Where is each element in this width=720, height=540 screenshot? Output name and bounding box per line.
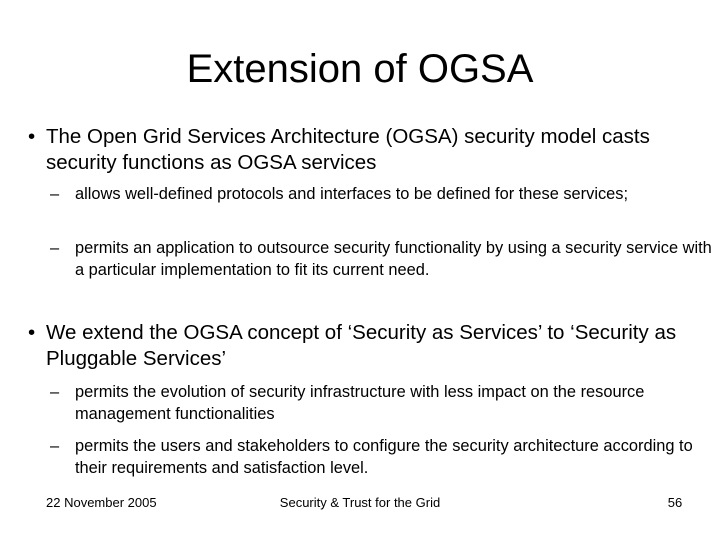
sub-bullet-text: permits an application to outsource security functionality by using a security service with a particular implementation to fit its current need.: [75, 239, 712, 279]
sub-bullet-marker: –: [50, 383, 60, 401]
sub-bullet-text: allows well-defined protocols and interfaces to be defined for these services;: [75, 185, 629, 203]
sub-bullet-marker: –: [50, 185, 60, 203]
page-number: 56: [667, 495, 683, 510]
footer-date: 22 November 2005: [46, 495, 157, 510]
bullet-marker: •: [28, 125, 36, 148]
slide-title: Extension of OGSA: [186, 47, 534, 91]
sub-bullet-marker: –: [50, 239, 60, 257]
sub-bullet-marker: –: [50, 437, 60, 455]
bullet-text: The Open Grid Services Architecture (OGSA) security model casts security functions as OGSA services: [46, 125, 650, 174]
footer-title: Security & Trust for the Grid: [279, 495, 441, 510]
sub-bullet-text: permits the users and stakeholders to configure the security architecture according to their requirements and satisfaction level.: [75, 437, 693, 477]
sub-bullet-text: permits the evolution of security infrastructure with less impact on the resource management functionalities: [75, 383, 645, 423]
bullet-text: We extend the OGSA concept of ‘Security as Services’ to ‘Security as Pluggable Services’: [46, 321, 677, 370]
bullet-marker: •: [28, 321, 36, 344]
